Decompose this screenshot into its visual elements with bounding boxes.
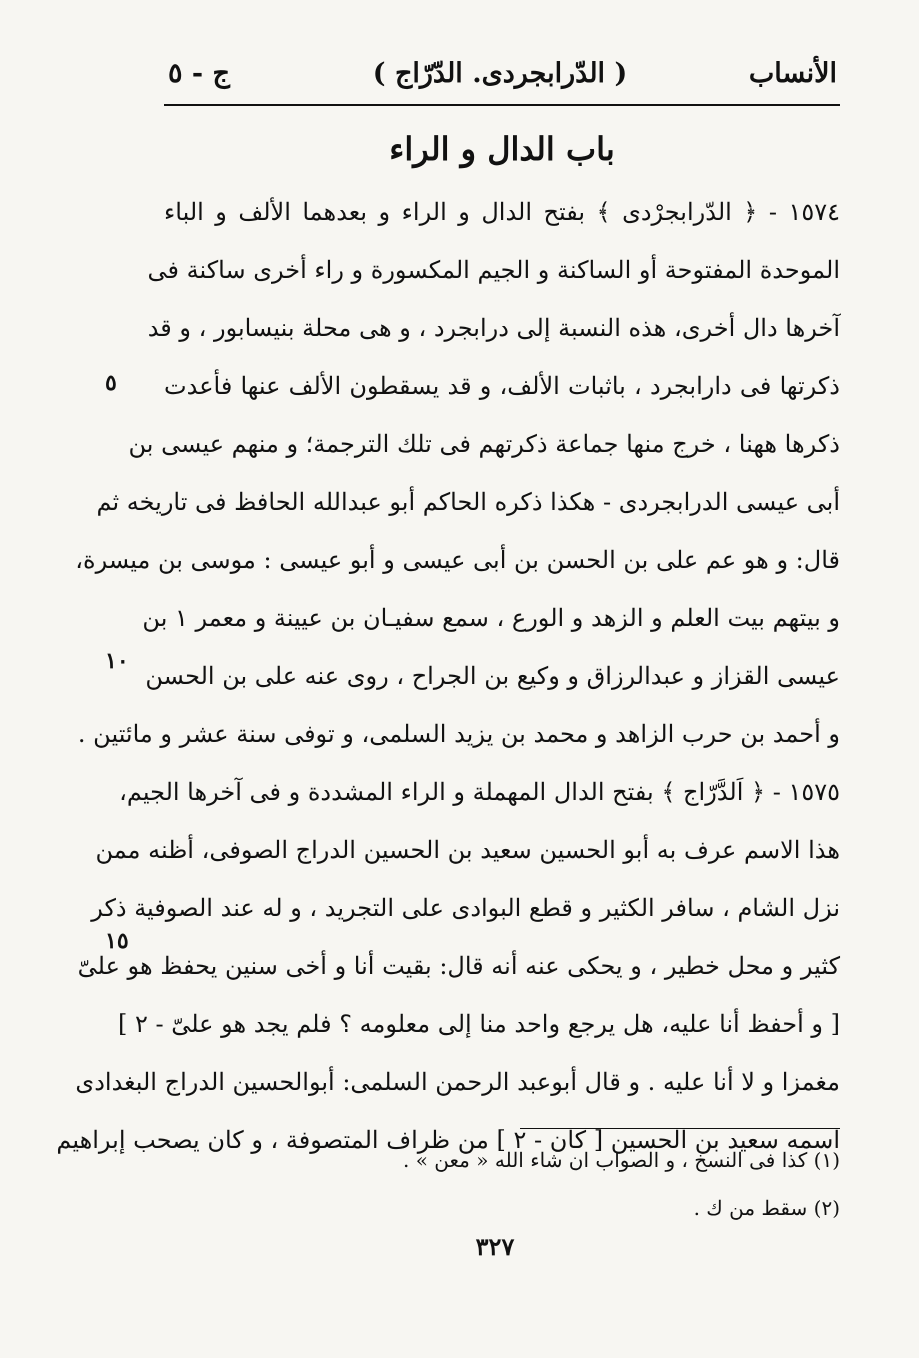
text-line: ذكرتها فى دارابجرد ، باثبات الألف، و قد يسقطون الألف عنها فأعدت — [164, 372, 840, 400]
text-line: ١٥٧٥ - ﴿ اَلدَّرّاج ﴾ بفتح الدال المهملة و الراء المشددة و فى آخرها الجيم، — [119, 778, 840, 806]
text-line: أبى عيسى الدرابجردى - هكذا ذكره الحاكم أبو عبدالله الحافظ فى تاريخه ثم — [96, 488, 840, 516]
text-line: هذا الاسم عرف به أبو الحسين سعيد بن الحسين الدراج الصوفى، أظنه ممن — [95, 836, 840, 864]
text-line: كثير و محل خطير ، و يحكى عنه أنه قال: بقيت أنا و أخى سنين يحفظ هو علىّ — [77, 952, 840, 980]
text-line: [ و أحفظ أنا عليه، هل يرجع واحد منا إلى معلومه ؟ فلم يجد هو علىّ - ٢ ] — [117, 1010, 840, 1038]
text-line: ١٥٧٤ - ﴿ الدّرابجرْدى ﴾ بفتح الدال و الراء و بعدهما الألف و الباء — [164, 198, 840, 226]
footnotes — [164, 1140, 840, 1236]
running-head-volume: ج - ٥ — [168, 58, 230, 89]
text-line: و أحمد بن حرب الزاهد و محمد بن يزيد السلمى، و توفى سنة عشر و مائتين . — [77, 720, 840, 748]
line-number-5: ٥ — [105, 370, 117, 396]
text-line: و بيتهم بيت العلم و الزهد و الورع ، سمع سفيـان بن عيينة و معمر ١ بن — [142, 604, 840, 632]
running-head-book-title: الأنساب — [748, 58, 837, 89]
text-line: عيسى القزاز و عبدالرزاق و وكيع بن الجراح ، روى عنه على بن الحسن — [145, 662, 840, 690]
line-number-15: ١٥ — [105, 928, 129, 954]
line-number-10: ١٠ — [105, 648, 129, 674]
footnote-rule — [520, 1128, 840, 1129]
text-line: اسمه سعيد بن الحسين [ كان - ٢ ] من ظراف المتصوفة ، و كان يصحب إبراهيم — [56, 1126, 840, 1154]
text-line: نزل الشام ، سافر الكثير و قطع البوادى على التجريد ، و له عند الصوفية ذكر — [91, 894, 840, 922]
page-number: ٣٢٧ — [475, 1232, 515, 1261]
header-rule — [164, 104, 840, 106]
section-title: باب الدال و الراء — [389, 130, 615, 168]
text-line: قال: و هو عم على بن الحسن بن أبى عيسى و أبو عيسى : موسى بن ميسرة، — [75, 546, 840, 574]
text-line: آخرها دال أخرى، هذه النسبة إلى درابجرد ، و هى محلة بنيسابور ، و قد — [147, 314, 840, 342]
text-line: الموحدة المفتوحة أو الساكنة و الجيم المكسورة و راء أخرى ساكنة فى — [147, 256, 840, 284]
footnote-1: (١) كذا فى النسخ ، و الصواب ان شاء الله « معن » . — [403, 1148, 840, 1172]
footnote-2: (٢) سقط من ك . — [693, 1196, 840, 1220]
running-head-entries: ( الدّرابجردى. الدّرّاج ) — [372, 58, 628, 89]
text-line: مغمزا و لا أنا عليه . و قال أبوعبد الرحمن السلمى: أبوالحسين الدراج البغدادى — [75, 1068, 840, 1096]
text-line: ذكرها ههنا ، خرج منها جماعة ذكرتهم فى تلك الترجمة؛ و منهم عيسى بن — [128, 430, 840, 458]
